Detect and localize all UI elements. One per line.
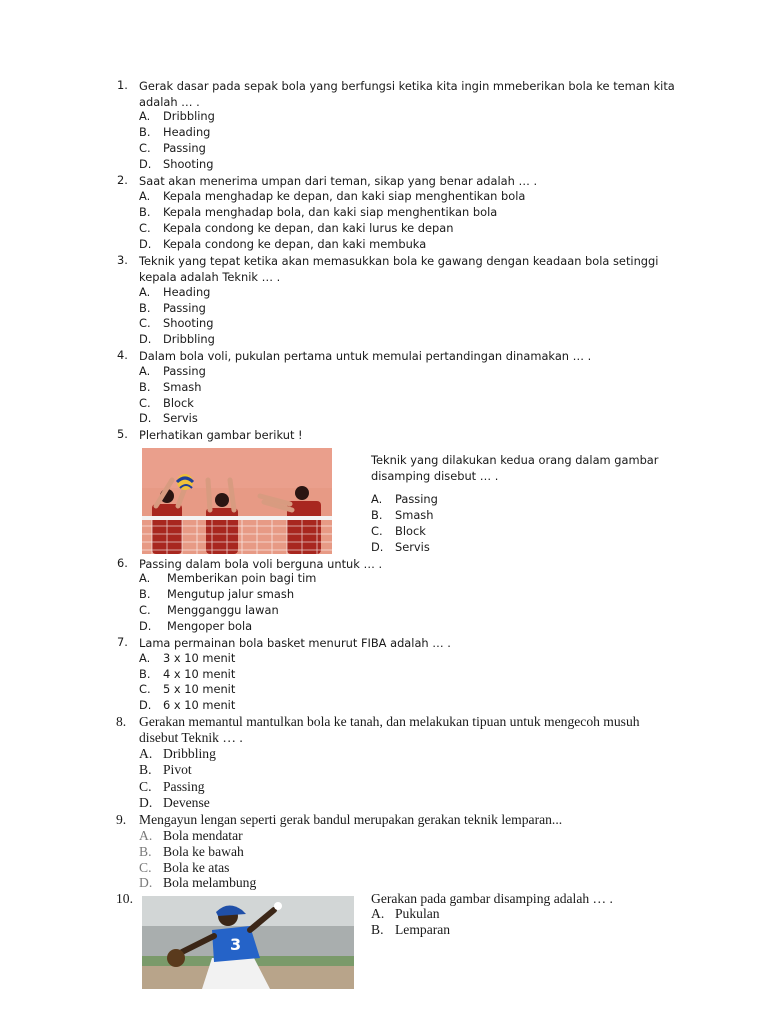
option-b[interactable]: B. 4 x 10 menit — [139, 667, 236, 681]
question-text: Mengayun lengan seperti gerak bandul merupakan gerakan teknik lemparan... — [139, 812, 563, 827]
question-text: Teknik yang tepat ketika akan memasukkan bola ke gawang dengan keadaan bola setinggi kepala adalah Teknik … . — [139, 254, 659, 284]
option-b[interactable]: B. Smash — [139, 380, 202, 394]
option-a[interactable]: A. 3 x 10 menit — [139, 651, 236, 665]
question-number: 7. — [117, 635, 128, 649]
option-c[interactable]: C. Shooting — [139, 316, 214, 330]
question-side-text: Teknik yang dilakukan kedua orang dalam gambar disamping disebut … . — [371, 453, 659, 483]
option-a[interactable]: A. Memberikan poin bagi tim — [139, 571, 317, 585]
option-b[interactable]: B. Passing — [139, 301, 206, 315]
option-d[interactable]: D. Bola melambung — [139, 875, 257, 890]
option-c[interactable]: C. Block — [139, 396, 194, 410]
question-text: Lama permainan bola basket menurut FIBA adalah … . — [139, 636, 451, 650]
question-number: 9. — [116, 812, 127, 827]
option-c[interactable]: C. Bola ke atas — [139, 860, 230, 875]
question-text: Saat akan menerima umpan dari teman, sikap yang benar adalah … . — [139, 174, 538, 188]
option-d[interactable]: D. Shooting — [139, 157, 214, 171]
option-a[interactable]: A. Heading — [139, 285, 211, 299]
question-number: 2. — [117, 173, 128, 187]
question-text: Plerhatikan gambar berikut ! — [139, 428, 303, 442]
option-d[interactable]: D. 6 x 10 menit — [139, 698, 236, 712]
jersey-number: 3 — [230, 935, 242, 954]
option-c[interactable]: C. Passing — [139, 141, 206, 155]
option-d[interactable]: D. Servis — [371, 540, 430, 554]
option-a[interactable]: A. Kepala menghadap ke depan, dan kaki siap menghentikan bola — [139, 189, 526, 203]
option-d[interactable]: D. Devense — [139, 795, 210, 810]
question-number: 4. — [117, 348, 128, 362]
question-number: 5. — [117, 427, 128, 441]
option-c[interactable]: C. 5 x 10 menit — [139, 682, 236, 696]
option-b[interactable]: B. Lemparan — [371, 922, 451, 937]
question-text: Gerak dasar pada sepak bola yang berfungsi ketika kita ingin mmeberikan bola ke teman kita adalah … . — [139, 79, 675, 109]
option-d[interactable]: D. Kepala condong ke depan, dan kaki membuka — [139, 237, 427, 251]
option-a[interactable]: A. Dribbling — [139, 109, 215, 123]
option-b[interactable]: B. Smash — [371, 508, 434, 522]
option-c[interactable]: C. Passing — [139, 779, 205, 794]
option-a[interactable]: A. Bola mendatar — [139, 828, 243, 843]
option-b[interactable]: B. Pivot — [139, 762, 192, 777]
option-b[interactable]: B. Mengutup jalur smash — [139, 587, 295, 601]
option-a[interactable]: A. Dribbling — [139, 746, 216, 761]
question-side-text: Gerakan pada gambar disamping adalah … . — [371, 891, 613, 906]
question-text: Dalam bola voli, pukulan pertama untuk memulai pertandingan dinamakan … . — [139, 349, 592, 363]
option-b[interactable]: B. Kepala menghadap bola, dan kaki siap menghentikan bola — [139, 205, 498, 219]
option-c[interactable]: C. Kepala condong ke depan, dan kaki lurus ke depan — [139, 221, 454, 235]
question-number: 8. — [116, 714, 127, 729]
volleyball-block-icon — [142, 448, 332, 554]
option-b[interactable]: B. Heading — [139, 125, 211, 139]
baseball-pitcher-icon — [142, 896, 354, 989]
question-number: 6. — [117, 556, 128, 570]
option-d[interactable]: D. Dribbling — [139, 332, 215, 346]
question-number: 3. — [117, 253, 128, 267]
question-text: Gerakan memantul mantulkan bola ke tanah, dan melakukan tipuan untuk mengecoh musuh disebut Teknik … . — [139, 714, 640, 745]
option-b[interactable]: B. Bola ke bawah — [139, 844, 244, 859]
question-number: 10. — [116, 891, 133, 906]
baseball-pitcher-photo — [142, 896, 354, 989]
option-d[interactable]: D. Mengoper bola — [139, 619, 253, 633]
option-a[interactable]: A. Pukulan — [371, 906, 440, 921]
question-number: 1. — [117, 78, 128, 92]
question-text: Passing dalam bola voli berguna untuk … . — [139, 557, 383, 571]
volleyball-block-photo — [142, 448, 332, 554]
option-c[interactable]: C. Block — [371, 524, 426, 538]
option-c[interactable]: C. Mengganggu lawan — [139, 603, 279, 617]
option-a[interactable]: A. Passing — [139, 364, 206, 378]
option-a[interactable]: A. Passing — [371, 492, 438, 506]
option-d[interactable]: D. Servis — [139, 411, 198, 425]
